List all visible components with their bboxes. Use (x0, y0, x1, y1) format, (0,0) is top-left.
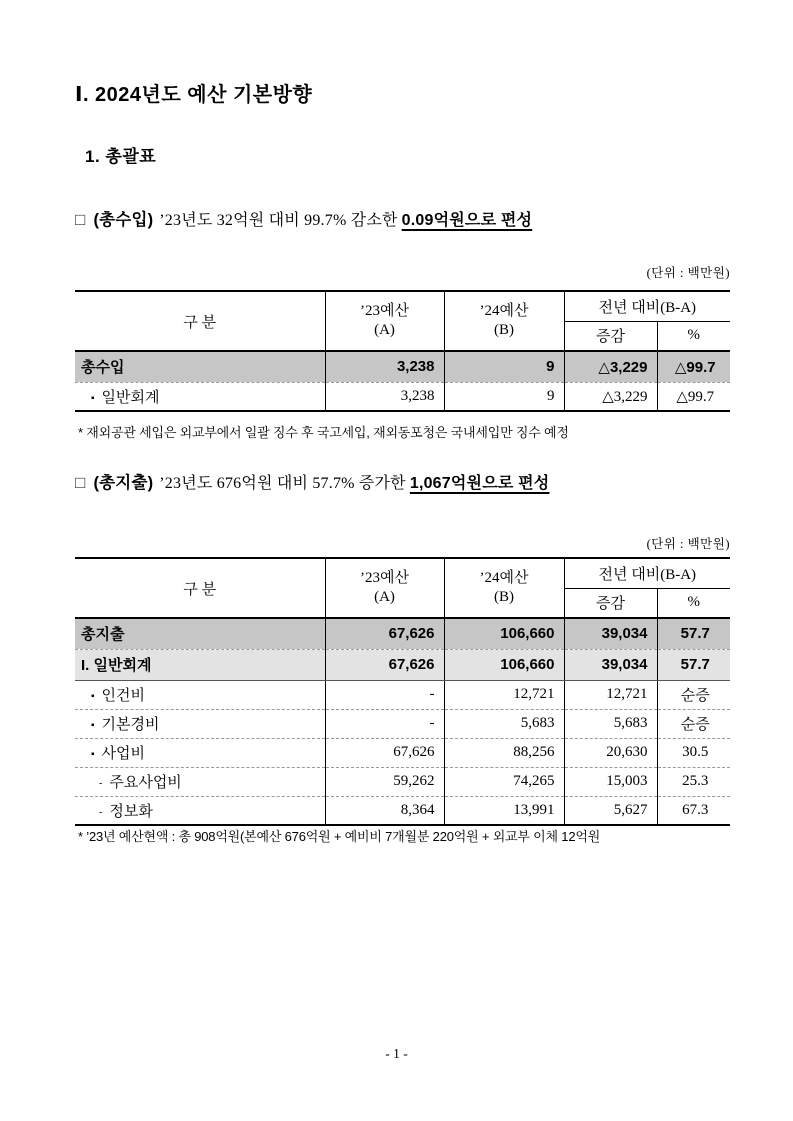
header-compare: 전년 대비(B-A) (564, 291, 730, 321)
expenditure-table-header (75, 558, 730, 618)
header-category: 구 분 (75, 291, 325, 351)
revenue-table (75, 290, 730, 412)
square-bullet-icon: ▪ (91, 392, 95, 404)
header-diff: 증감 (564, 321, 657, 351)
header-budget-2023: ’23예산 (A) (325, 291, 444, 351)
expenditure-heading-emphasis: 1,067억원으로 편성 (409, 475, 550, 492)
table-row-project-expense: ▪ 사업비 67,626 88,256 20,630 30.5 (75, 738, 730, 767)
header-compare: 전년 대비(B-A) (564, 558, 730, 588)
revenue-table-header (75, 291, 730, 351)
page-title: Ⅰ. 2024년도 예산 기본방향 (75, 84, 313, 106)
header-diff: 증감 (564, 588, 657, 618)
dash-bullet-icon: - (99, 806, 103, 818)
checkbox-square-icon: □ (75, 210, 86, 229)
table-row-basic-expense: ▪ 기본경비 - 5,683 5,683 순증 (75, 709, 730, 738)
revenue-heading-label: (총수입) (93, 211, 154, 229)
table-row-general-account: I. 일반회계 67,626 106,660 39,034 57.7 (75, 649, 730, 680)
header-budget-2024: ’24예산 (B) (444, 291, 564, 351)
dash-bullet-icon: - (99, 778, 103, 789)
table-row-main-project: - 주요사업비 59,262 74,265 15,003 25.3 (75, 767, 730, 796)
revenue-heading (75, 206, 755, 230)
expenditure-heading-label: (총지출) (93, 474, 154, 492)
expenditure-footnote: * ’23년 예산현액 : 총 908억원(본예산 676억원 + 예비비 7개월분 220억원 + 외교부 이체 12억원 (78, 829, 601, 844)
header-pct: % (657, 321, 730, 351)
table-row-general-account: ▪ 일반회계 3,238 9 △3,229 △99.7 (75, 382, 730, 411)
revenue-footnote: * 재외공관 세입은 외교부에서 일괄 징수 후 국고세입, 재외동포청은 국내세입만 징수 예정 (78, 425, 569, 440)
revenue-unit-label: (단위 : 백만원) (646, 266, 730, 280)
revenue-heading-emphasis: 0.09억원으로 편성 (401, 212, 533, 229)
table-row-total-expenditure: 총지출 67,626 106,660 39,034 57.7 (75, 618, 730, 649)
table-row-total-revenue: 총수입 3,238 9 △3,229 △99.7 (75, 351, 730, 382)
revenue-heading-body: ’23년도 32억원 대비 99.7% 감소한 (159, 212, 398, 229)
section-heading: 1. 총괄표 (85, 147, 157, 166)
expenditure-heading-body: ’23년도 676억원 대비 57.7% 증가한 (159, 475, 406, 492)
table-row-informatization: - 정보화 8,364 13,991 5,627 67.3 (75, 796, 730, 825)
header-budget-2023: ’23예산 (A) (325, 558, 444, 618)
square-bullet-icon: ▪ (91, 749, 95, 760)
table-row-personnel: ▪ 인건비 - 12,721 12,721 순증 (75, 680, 730, 709)
square-bullet-icon: ▪ (91, 720, 95, 731)
checkbox-square-icon: □ (75, 473, 86, 492)
expenditure-unit-label: (단위 : 백만원) (646, 537, 730, 551)
square-bullet-icon: ▪ (91, 691, 95, 702)
header-category: 구 분 (75, 558, 325, 618)
expenditure-heading (75, 469, 755, 493)
page-number: - 1 - (385, 1046, 408, 1061)
expenditure-table (75, 557, 730, 826)
header-budget-2024: ’24예산 (B) (444, 558, 564, 618)
header-pct: % (657, 588, 730, 618)
